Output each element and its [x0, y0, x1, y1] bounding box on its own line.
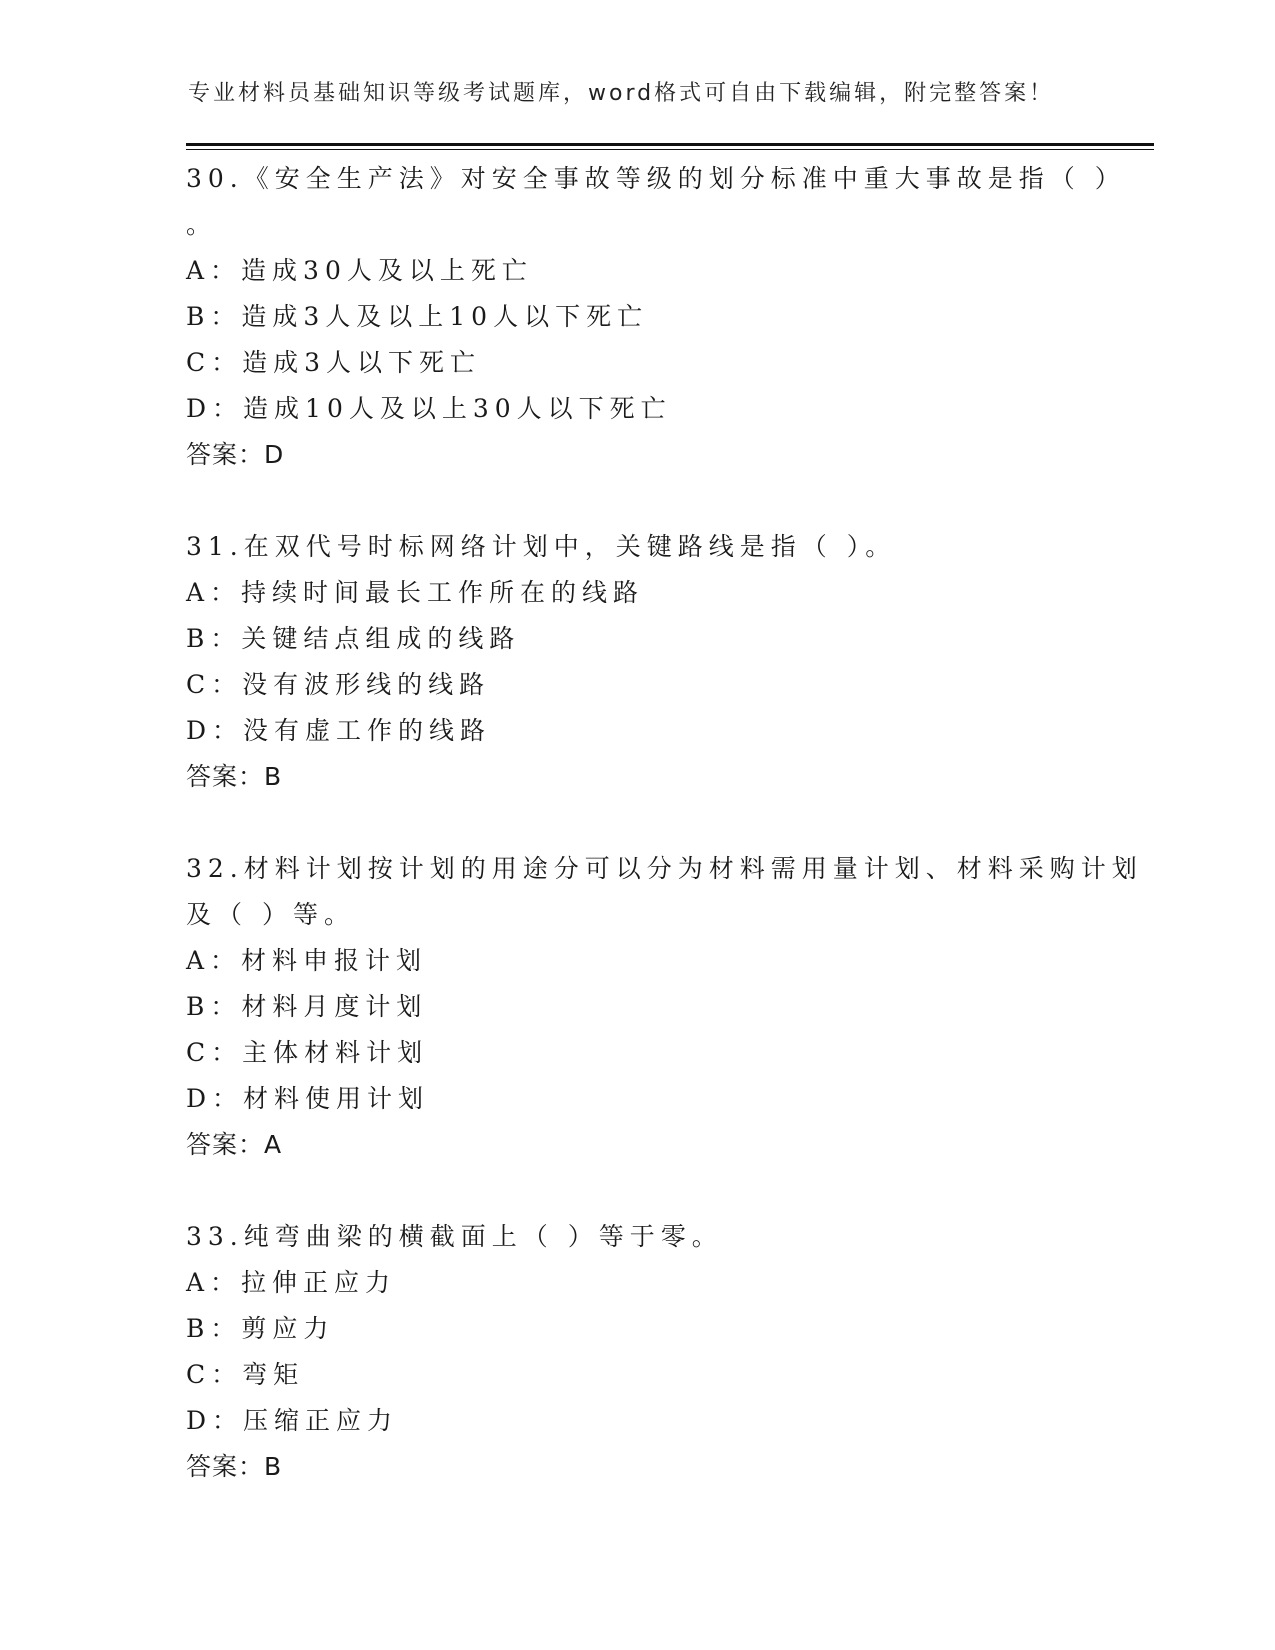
option-c: C：弯矩 [186, 1360, 305, 1389]
option-b: B：造成3人及以上10人以下死亡 [186, 302, 649, 331]
answer: 答案：D [186, 440, 285, 469]
question-stem-continued: 。 [186, 210, 218, 239]
option-d: D：造成10人及以上30人以下死亡 [186, 394, 672, 423]
question-32 [186, 846, 1143, 1168]
option-c: C：没有波形线的线路 [186, 670, 491, 699]
question-30 [186, 156, 1126, 478]
option-d: D：材料使用计划 [186, 1084, 430, 1113]
header-rule-thick [186, 143, 1154, 146]
option-a: A：持续时间最长工作所在的线路 [186, 578, 645, 607]
page-header: 专业材料员基础知识等级考试题库，word格式可自由下载编辑，附完整答案！ [188, 81, 1055, 106]
question-list [186, 156, 1143, 1536]
option-c: C：主体材料计划 [186, 1038, 429, 1067]
answer: 答案：A [186, 1130, 283, 1159]
answer: 答案：B [186, 1452, 283, 1481]
question-31 [186, 524, 1086, 800]
question-stem-continued: 及（ ）等。 [186, 900, 355, 929]
answer: 答案：B [186, 762, 283, 791]
option-c: C：造成3人以下死亡 [186, 348, 482, 377]
question-stem: 33.纯弯曲梁的横截面上（ ）等于零。 [186, 1222, 723, 1251]
option-b: B：关键结点组成的线路 [186, 624, 521, 653]
header-rule-thin [186, 149, 1154, 150]
option-a: A：材料申报计划 [186, 946, 428, 975]
question-stem: 31.在双代号时标网络计划中，关键路线是指（ ）。 [186, 532, 897, 561]
option-b: B：材料月度计划 [186, 992, 428, 1021]
question-stem: 30.《安全生产法》对安全事故等级的划分标准中重大事故是指（ ） [186, 164, 1126, 193]
option-d: D：没有虚工作的线路 [186, 716, 492, 745]
question-33 [186, 1214, 1086, 1490]
option-d: D：压缩正应力 [186, 1406, 399, 1435]
option-b: B：剪应力 [186, 1314, 335, 1343]
question-stem: 32.材料计划按计划的用途分可以分为材料需用量计划、材料采购计划 [186, 854, 1143, 883]
option-a: A：造成30人及以上死亡 [186, 256, 533, 285]
option-a: A：拉伸正应力 [186, 1268, 397, 1297]
